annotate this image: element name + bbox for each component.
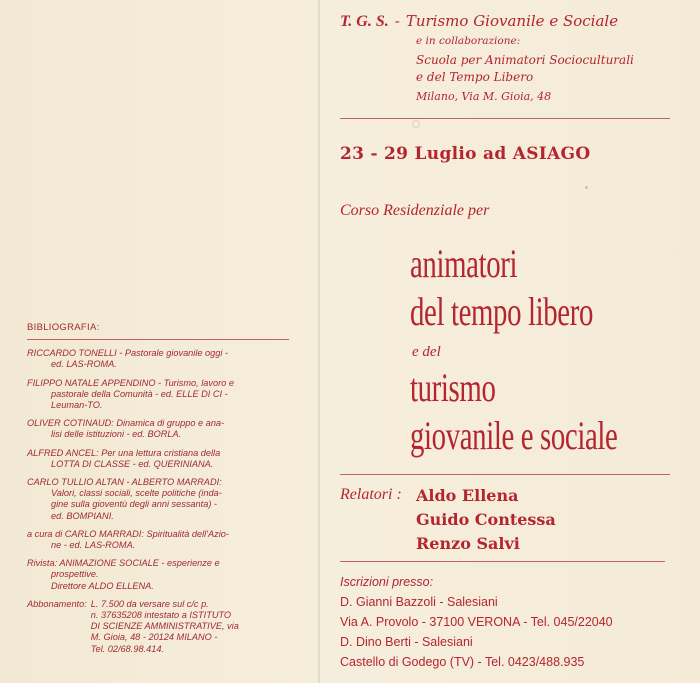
iscrizioni-block (340, 572, 613, 672)
iscrizioni-line: D. Dino Berti - Salesiani (340, 635, 473, 649)
bibliography-entry-line: ALFRED ANCEL: Per una lettura cristiana della (27, 447, 221, 458)
bibliography-entry-line: Valori, classi sociali, scelte politiche (inda- (51, 488, 222, 499)
paper-speck (585, 186, 588, 189)
relatori-rule (340, 561, 665, 562)
title-line-4: giovanile e sociale (410, 413, 618, 458)
relatore-name: Guido Contessa (416, 510, 556, 529)
bibliography-entry (27, 477, 287, 522)
abbonamento-line: Tel. 02/68.98.414. (90, 643, 164, 654)
collab-text: e in collaborazione: (416, 35, 521, 47)
title-line-3: turismo (410, 365, 496, 410)
bibliography-entry (27, 418, 287, 440)
iscrizioni-line: Castello di Godego (TV) - Tel. 0423/488.935 (340, 655, 585, 669)
bibliography-entry-line: CARLO TULLIO ALTAN - ALBERTO MARRADI: (27, 477, 222, 488)
org-name: Turismo Giovanile e Sociale (405, 12, 619, 30)
bibliography-entry-line: FILIPPO NATALE APPENDINO - Turismo, lavoro e (27, 377, 234, 388)
page-fold (318, 0, 320, 683)
bibliography-title: BIBLIOGRAFIA: (27, 322, 100, 333)
bibliography-entry-line: pastorale della Comunità - ed. ELLE DI CI - (51, 388, 228, 399)
abbonamento-line: DI SCIENZE AMMINISTRATIVE, via (90, 621, 239, 632)
title-line-1: animatori (410, 241, 518, 286)
bibliography-entry-line: ne - ed. LAS-ROMA. (51, 540, 136, 551)
bibliography-entry (27, 378, 287, 412)
bibliography-entry-line: OLIVER COTINAUD: Dinamica di gruppo e ana- (27, 418, 225, 429)
bibliography-entry-line: Rivista: ANIMAZIONE SOCIALE - esperienze e (27, 558, 220, 569)
bibliography-entry-line: ed. BOMPIANI. (51, 510, 114, 521)
bibliography-entry-line: gine sulla gioventù degli anni sessanta) - (51, 499, 217, 510)
title-connector: e del (412, 344, 441, 360)
bibliography-panel (27, 322, 287, 662)
abbonamento-line: M. Gioia, 48 - 20124 MILANO - (90, 632, 218, 643)
bibliography-entry (27, 348, 287, 370)
iscrizioni-line: D. Gianni Bazzoli - Salesiani (340, 595, 498, 609)
tgs-acronym: T. G. S. (340, 13, 389, 30)
school-line-1: Scuola per Animatori Socioculturali (416, 53, 634, 67)
bibliography-entry (27, 529, 287, 551)
bibliography-entry-line: a cura di CARLO MARRADI: Spiritualità dell'Azio- (27, 528, 229, 539)
bibliography-rule (27, 339, 289, 340)
paper-speck (412, 120, 420, 128)
event-dates: 23 - 29 Luglio ad ASIAGO (340, 144, 591, 164)
iscrizioni-line: Via A. Provolo - 37100 VERONA - Tel. 045/22040 (340, 615, 613, 629)
bibliography-entry (27, 558, 287, 592)
relatore-name: Renzo Salvi (416, 534, 520, 553)
abbonamento-line: n. 37635208 intestato a ISTITUTO (90, 610, 232, 621)
bibliography-entry-line: Direttore ALDO ELLENA. (51, 580, 154, 591)
abbonamento-entry (27, 599, 287, 655)
bibliography-entry-line: lisi delle istituzioni - ed. BORLA. (51, 429, 182, 440)
bibliography-entry-line: ed. LAS-ROMA. (51, 359, 117, 370)
abbonamento-label: Abbonamento: (27, 598, 87, 609)
header-rule (340, 118, 670, 119)
bibliography-entry-line: LOTTA DI CLASSE - ed. QUERINIANA. (51, 458, 214, 469)
course-intro: Corso Residenziale per (340, 202, 490, 219)
abbonamento-line: L. 7.500 da versare sul c/c p. (90, 598, 209, 609)
bibliography-entries (27, 348, 287, 592)
relatori-label: Relatori : (340, 486, 402, 503)
bibliography-entry-line: RICCARDO TONELLI - Pastorale giovanile oggi - (27, 348, 229, 359)
bibliography-entry (27, 448, 287, 470)
bibliography-entry-line: prospettive. (51, 569, 99, 580)
school-line-2: e del Tempo Libero (416, 70, 534, 84)
iscrizioni-label: Iscrizioni presso: (340, 575, 434, 589)
bibliography-entry-line: Leuman-TO. (51, 400, 103, 411)
school-address: Milano, Via M. Gioia, 48 (416, 90, 552, 103)
header-dash: - (394, 12, 400, 30)
title-rule (340, 474, 670, 475)
relatore-name: Aldo Ellena (416, 486, 519, 505)
title-line-2: del tempo libero (410, 289, 593, 334)
header-block (340, 12, 680, 103)
abbonamento-text (91, 599, 239, 655)
